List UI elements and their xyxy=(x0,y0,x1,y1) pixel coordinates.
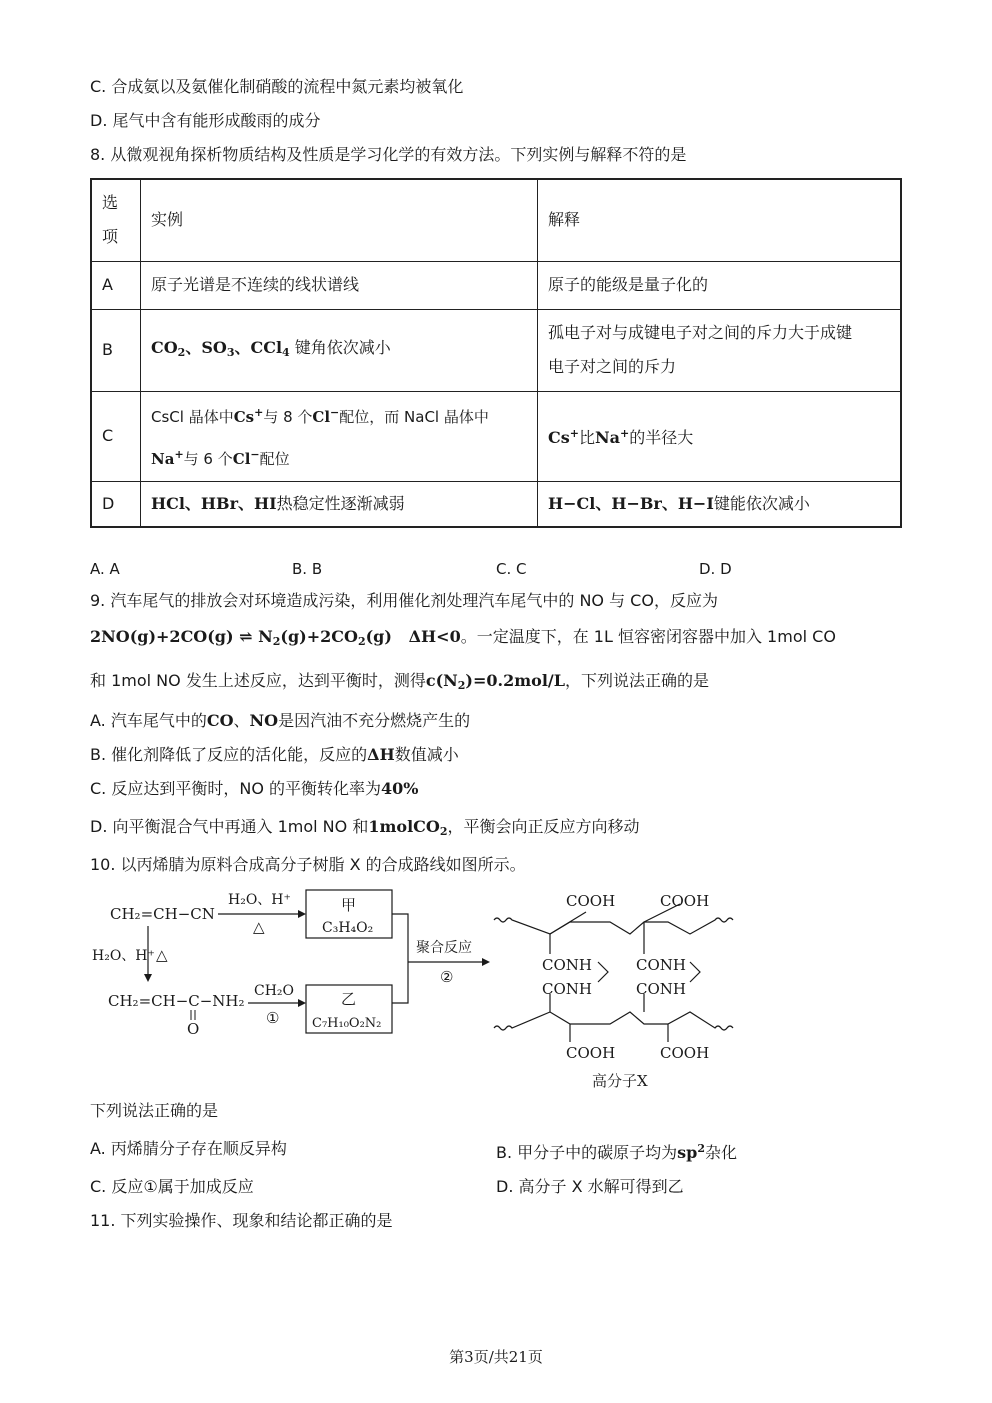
cooh-label: COOH xyxy=(660,1044,710,1062)
polymer-x-structure xyxy=(494,904,733,1042)
conh-label: CONH xyxy=(636,980,686,998)
q9-option-c: C. 反应达到平衡时，NO 的平衡转化率为40% xyxy=(90,779,419,798)
row-b-option: B xyxy=(91,309,141,391)
q10-ask: 下列说法正确的是 xyxy=(90,1101,219,1120)
q9-option-d: D. 向平衡混合气中再通入 1mol NO 和1molCO$_2$，平衡会向正反应方向移动 xyxy=(90,817,640,838)
polymerization-label: 聚合反应 xyxy=(416,940,472,956)
step-1-marker: ① xyxy=(266,1009,280,1027)
q10-option-a: A. 丙烯腈分子存在顺反异构 xyxy=(90,1139,287,1158)
left-reagent: H₂O、H⁺ xyxy=(92,948,155,964)
q7-option-c: C. 合成氨以及氨催化制硝酸的流程中氮元素均被氧化 xyxy=(90,77,464,96)
acrylamide-oxygen: O xyxy=(187,1020,200,1038)
q8-table xyxy=(90,178,902,528)
acrylamide-label: CH₂=CH−C−NH₂ xyxy=(108,992,245,1010)
q10-option-b: B. 甲分子中的碳原子均为$sp^2$杂化 xyxy=(496,1142,738,1162)
q10-stem: 10. 以丙烯腈为原料合成高分子树脂 X 的合成路线如图所示。 xyxy=(90,855,526,874)
q9-condition-line: 和 1mol NO 发生上述反应，达到平衡时，测得$c(N_2)=0.2mol/L$，下列说法正确的是 xyxy=(90,671,710,692)
acrylonitrile-label: CH₂=CH−CN xyxy=(110,905,215,923)
row-c-explain: Cs+比Na+的半径大 xyxy=(538,391,902,481)
q8-choice-c: C. C xyxy=(496,560,527,578)
cooh-label: COOH xyxy=(660,892,710,910)
conh-label: CONH xyxy=(636,956,686,974)
table-row xyxy=(91,391,901,481)
formaldehyde-reagent: CH₂O xyxy=(254,983,295,999)
header-option: 选项 xyxy=(91,179,141,261)
row-d-explain: H−Cl、H−Br、H−I键能依次减小 xyxy=(538,481,902,527)
header-example: 实例 xyxy=(141,179,538,261)
row-d-option: D xyxy=(91,481,141,527)
conh-label: CONH xyxy=(542,956,592,974)
yi-label: 乙 xyxy=(341,990,357,1008)
q9-stem: 9. 汽车尾气的排放会对环境造成污染，利用催化剂处理汽车尾气中的 NO 与 CO，反应为 xyxy=(90,591,718,610)
q8-choice-b: B. B xyxy=(292,560,323,578)
q9-equation-line: 2NO(g)+2CO(g) ⇌ $N_2(g)+2CO_2(g)$ ΔH<0。一定温度下，在 1L 恒容密闭容器中加入 1mol CO xyxy=(90,627,836,648)
header-explain: 解释 xyxy=(538,179,902,261)
q9-option-b: B. 催化剂降低了反应的活化能，反应的ΔH数值减小 xyxy=(90,745,459,764)
row-a-explain: 原子的能级是量子化的 xyxy=(538,261,902,309)
jia-label: 甲 xyxy=(341,896,357,914)
row-c-example: CsCl 晶体中Cs+与 8 个Cl−配位，而 NaCl 晶体中 Na+与 6 个Cl−配位 xyxy=(141,391,538,481)
row-c-option: C xyxy=(91,391,141,481)
heat-symbol-left: △ xyxy=(156,946,168,964)
q10-option-d: D. 高分子 X 水解可得到乙 xyxy=(496,1177,684,1196)
q11-stem: 11. 下列实验操作、现象和结论都正确的是 xyxy=(90,1211,393,1230)
jia-formula: C₃H₄O₂ xyxy=(322,920,374,936)
row-b-explain: 孤电子对与成键电子对之间的斥力大于成键 电子对之间的斥力 xyxy=(538,309,902,391)
page-footer: 第3页/共21页 xyxy=(449,1348,543,1366)
table-row xyxy=(91,309,901,391)
conh-label: CONH xyxy=(542,980,592,998)
q10-option-c: C. 反应①属于加成反应 xyxy=(90,1177,254,1196)
yi-formula: C₇H₁₀O₂N₂ xyxy=(312,1016,382,1031)
table-header-row xyxy=(91,179,901,261)
step-2-marker: ② xyxy=(440,968,454,986)
row-a-example: 原子光谱是不连续的线状谱线 xyxy=(141,261,538,309)
q8-choice-a: A. A xyxy=(90,560,120,578)
synthesis-route-diagram xyxy=(90,882,770,1094)
q9-option-a: A. 汽车尾气中的CO、NO是因汽油不充分燃烧产生的 xyxy=(90,711,471,730)
cooh-label: COOH xyxy=(566,892,616,910)
row-d-example: HCl、HBr、HI热稳定性逐渐减弱 xyxy=(141,481,538,527)
cooh-label: COOH xyxy=(566,1044,616,1062)
heat-symbol-top: △ xyxy=(253,918,265,936)
row-b-example: $CO_2$、$SO_3$、CCl$_4$ 键角依次减小 xyxy=(141,309,538,391)
row-a-option: A xyxy=(91,261,141,309)
table-row xyxy=(91,481,901,527)
top-reagent: H₂O、H⁺ xyxy=(228,892,291,908)
q7-option-d: D. 尾气中含有能形成酸雨的成分 xyxy=(90,111,321,130)
polymer-x-name: 高分子X xyxy=(592,1072,648,1090)
table-row xyxy=(91,261,901,309)
q8-stem: 8. 从微观视角探析物质结构及性质是学习化学的有效方法。下列实例与解释不符的是 xyxy=(90,145,687,164)
q8-choice-d: D. D xyxy=(699,560,732,578)
